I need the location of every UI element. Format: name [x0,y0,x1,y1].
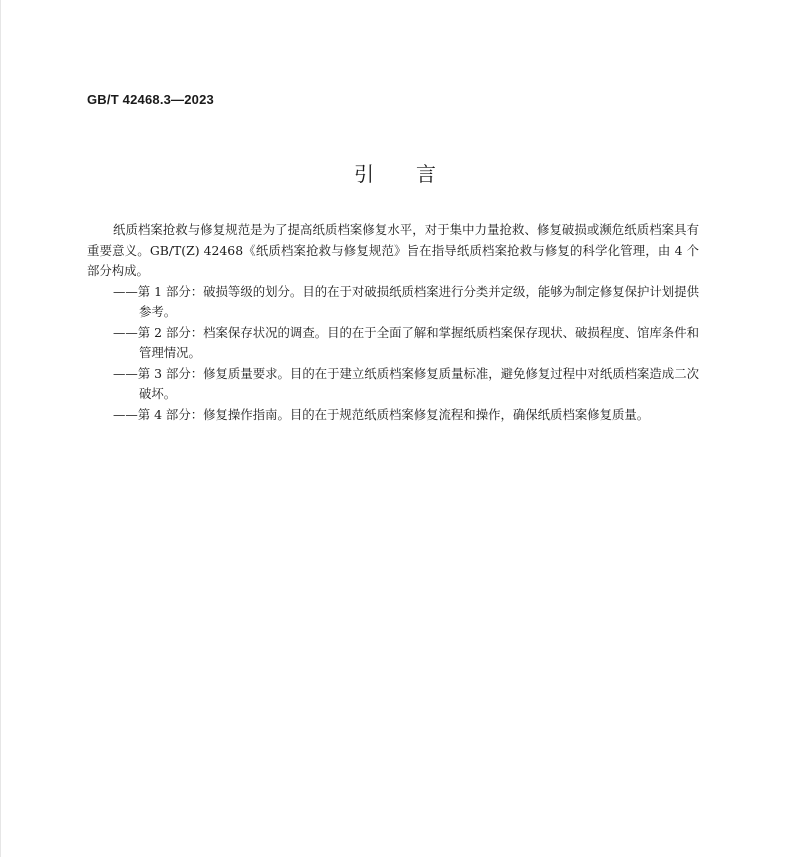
section-title: 引言 [354,162,478,186]
list-item-part-3: ——第 3 部分：修复质量要求。目的在于建立纸质档案修复质量标准，避免修复过程中对纸质档案造成二次破坏。 [113,365,699,401]
document-body [87,220,699,425]
list-item-part-2: ——第 2 部分：档案保存状况的调查。目的在于全面了解和掌握纸质档案保存现状、破损程度、馆库条件和管理情况。 [113,324,699,360]
standard-number-header: GB/T 42468.3—2023 [87,92,214,107]
intro-paragraph: 纸质档案抢救与修复规范是为了提高纸质档案修复水平，对于集中力量抢救、修复破损或濒危纸质档案具有重要意义。GB/T(Z) 42468《纸质档案抢救与修复规范》旨在指导纸质档案抢救与修复的科学化管理，由 4 个部分构成。 [87,222,699,278]
list-item-part-1: ——第 1 部分：破损等级的划分。目的在于对破损纸质档案进行分类并定级，能够为制定修复保护计划提供参考。 [113,283,699,319]
parts-list [87,282,699,426]
list-item-part-4: ——第 4 部分：修复操作指南。目的在于规范纸质档案修复流程和操作，确保纸质档案修复质量。 [113,406,650,422]
